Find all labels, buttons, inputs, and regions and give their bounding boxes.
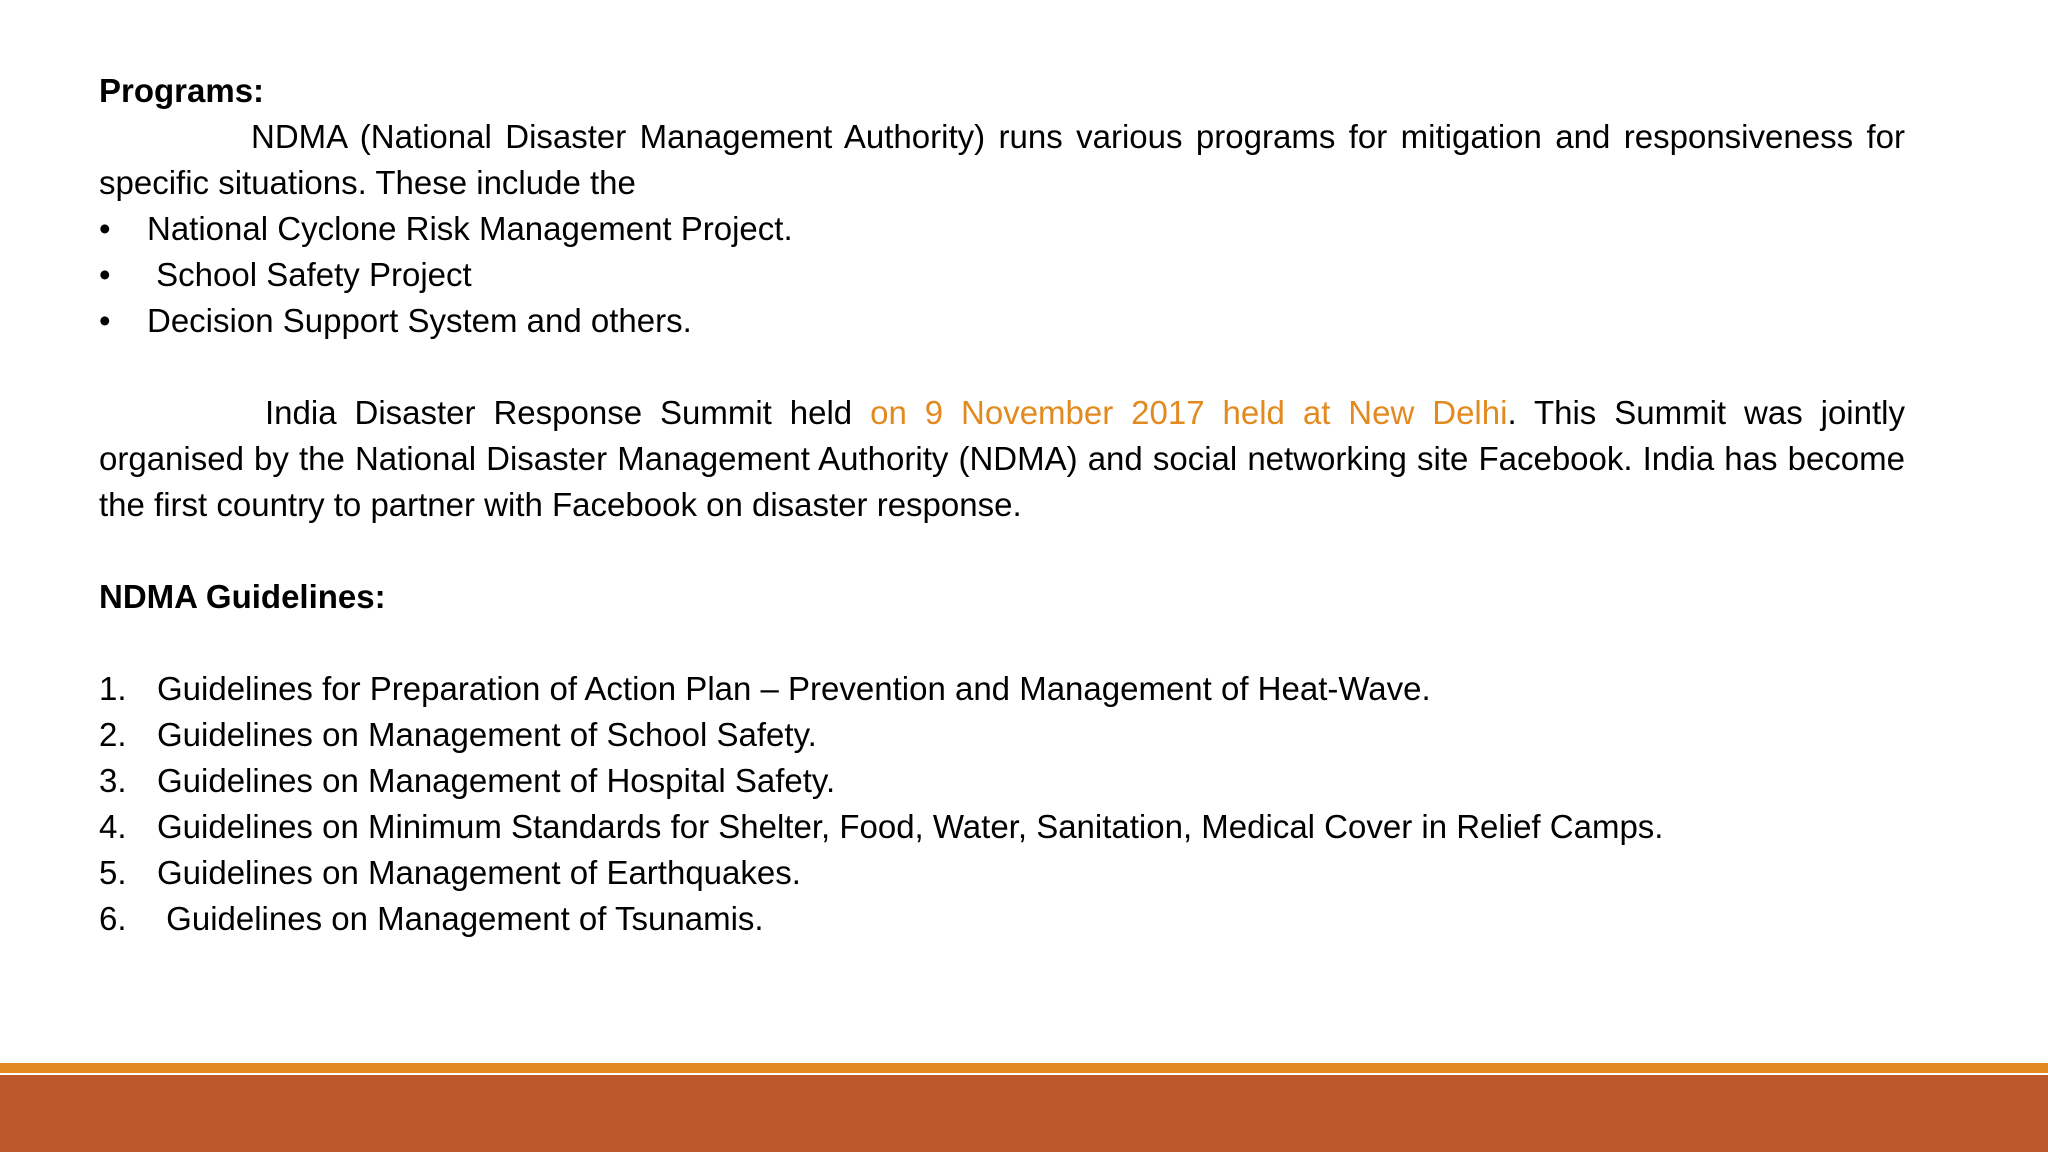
programs-heading: Programs: xyxy=(99,72,265,109)
bullet-icon: • xyxy=(99,210,111,247)
list-number: 4. xyxy=(99,808,127,845)
list-item xyxy=(99,298,1905,344)
list-item xyxy=(99,896,1905,942)
guidelines-list xyxy=(99,666,1905,942)
spacer xyxy=(99,344,1905,390)
summit-text-after: . This Summit was jointly organised by the National Disaster Management Authority (NDMA) and social networking site Facebook. India has become the first country to partner with Facebook on disaster response. xyxy=(99,394,1905,523)
bullet-icon: • xyxy=(99,302,111,339)
spacer xyxy=(99,620,1905,666)
list-item xyxy=(99,850,1905,896)
list-number: 3. xyxy=(99,762,127,799)
list-number: 6. xyxy=(99,900,127,937)
programs-list xyxy=(99,206,1905,344)
list-item xyxy=(99,252,1905,298)
programs-intro xyxy=(99,114,1905,206)
spacer xyxy=(99,528,1905,574)
list-item-text: Guidelines on Minimum Standards for Shelter, Food, Water, Sanitation, Medical Cover in Relief Camps. xyxy=(157,808,1664,845)
list-item-text: National Cyclone Risk Management Project. xyxy=(147,210,793,247)
bullet-icon: • xyxy=(99,256,111,293)
summit-highlight: on 9 November 2017 held at New Delhi xyxy=(870,394,1508,431)
footer-bar xyxy=(0,1075,2048,1152)
list-item-text: Guidelines on Management of Tsunamis. xyxy=(157,900,764,937)
list-item xyxy=(99,758,1905,804)
list-number: 2. xyxy=(99,716,127,753)
list-item-text: Guidelines on Management of Earthquakes. xyxy=(157,854,801,891)
list-item xyxy=(99,804,1905,850)
summit-paragraph xyxy=(99,390,1905,528)
list-item xyxy=(99,206,1905,252)
list-item-text: Guidelines on Management of Hospital Safety. xyxy=(157,762,836,799)
slide-content xyxy=(99,68,1905,942)
list-number: 5. xyxy=(99,854,127,891)
programs-intro-text: NDMA (National Disaster Management Authority) runs various programs for mitigation and responsiveness for specific situations. These include the xyxy=(99,118,1905,201)
guidelines-heading: NDMA Guidelines: xyxy=(99,578,386,615)
list-item-text: Guidelines for Preparation of Action Plan – Prevention and Management of Heat-Wave. xyxy=(157,670,1431,707)
list-item-text: School Safety Project xyxy=(147,256,472,293)
list-item xyxy=(99,666,1905,712)
list-number: 1. xyxy=(99,670,127,707)
list-item-text: Decision Support System and others. xyxy=(147,302,692,339)
footer-accent-line xyxy=(0,1063,2048,1073)
summit-text-before: India Disaster Response Summit held xyxy=(265,394,871,431)
list-item xyxy=(99,712,1905,758)
list-item-text: Guidelines on Management of School Safety. xyxy=(157,716,817,753)
